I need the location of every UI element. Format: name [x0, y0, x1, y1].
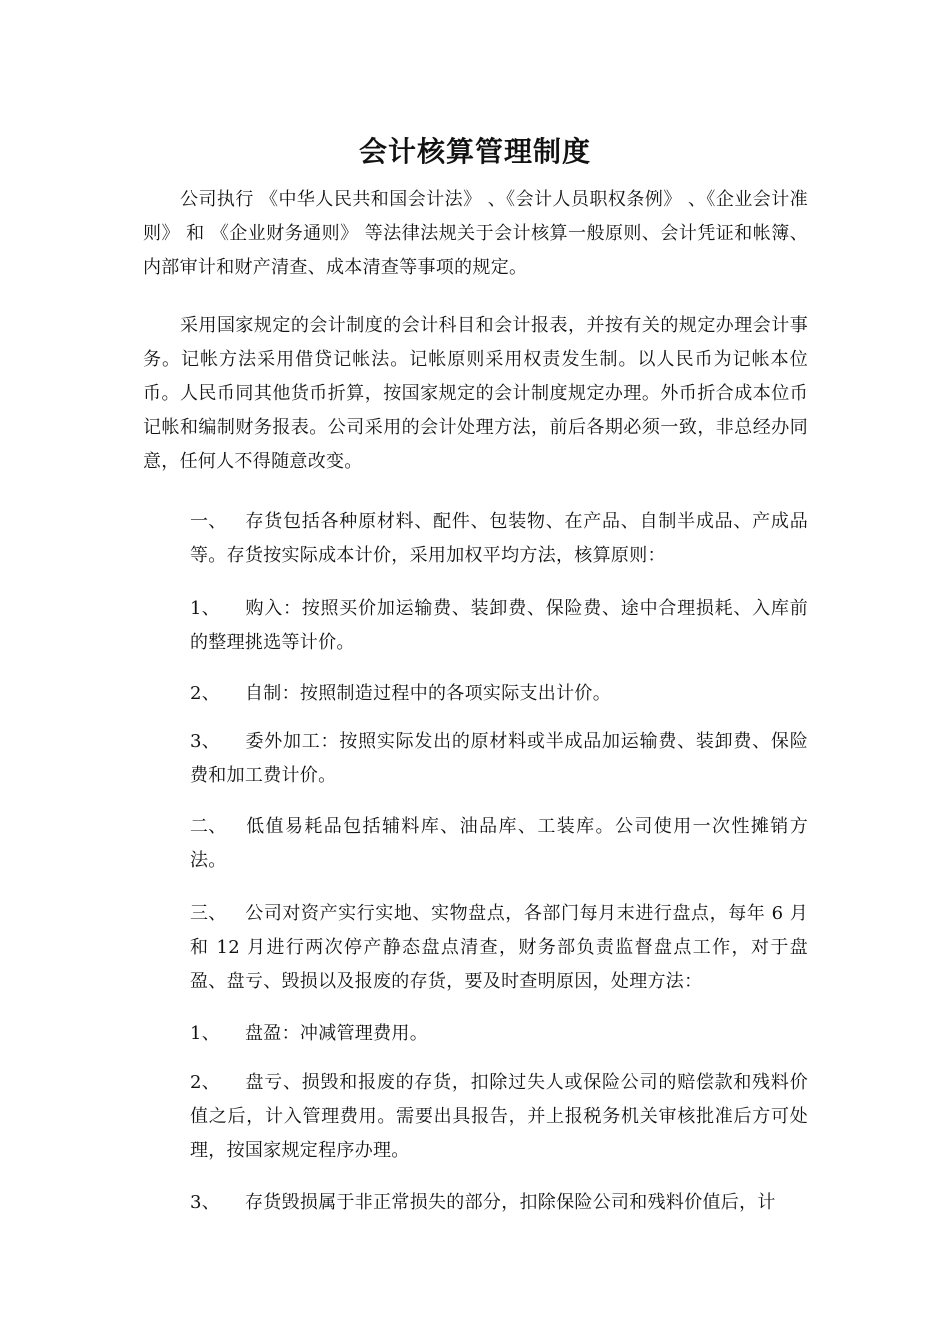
list-item	[190, 897, 808, 999]
item-number: 2、	[190, 683, 221, 704]
item-number: 3、	[190, 731, 221, 752]
paragraph-legal-basis: 公司执行 《中华人民共和国会计法》 、《会计人员职权条例》 、《企业会计准则》 和 《企业财务通则》 等法律法规关于会计核算一般原则、会计凭证和帐簿、内部审计和财产清查、成本清查等事项的规定。	[143, 189, 808, 278]
list-item	[190, 1017, 808, 1051]
list-item	[190, 592, 808, 660]
item-text: 存货包括各种原材料、配件、包装物、在产品、自制半成品、产成品等。存货按实际成本计价，采用加权平均方法，核算原则：	[190, 511, 808, 566]
list-item	[190, 810, 808, 878]
item-text: 低值易耗品包括辅料库、油品库、工装库。公司使用一次性摊销方法。	[190, 816, 808, 871]
item-number: 二、	[190, 816, 227, 837]
item-number: 1、	[190, 598, 221, 619]
item-text: 盘盈：冲减管理费用。	[245, 1023, 428, 1044]
item-number: 三、	[190, 903, 227, 924]
list-item	[190, 677, 808, 711]
document-title: 会计核算管理制度	[358, 135, 591, 168]
item-text: 自制：按照制造过程中的各项实际支出计价。	[245, 683, 611, 704]
list-item	[190, 1066, 808, 1168]
item-text: 公司对资产实行实地、实物盘点，各部门每月末进行盘点，每年 6 月和 12 月进行两次停产静态盘点清查，财务部负责监督盘点工作，对于盘盈、盘亏、毁损以及报废的存货，要及时查明原因，处理方法：	[190, 903, 808, 992]
item-text: 购入：按照买价加运输费、装卸费、保险费、途中合理损耗、入库前的整理挑选等计价。	[190, 598, 808, 653]
item-text: 委外加工：按照实际发出的原材料或半成品加运输费、装卸费、保险费和加工费计价。	[190, 731, 808, 786]
item-text: 盘亏、损毁和报废的存货，扣除过失人或保险公司的赔偿款和残料价值之后，计入管理费用。需要出具报告，并上报税务机关审核批准后方可处理，按国家规定程序办理。	[190, 1072, 808, 1161]
item-number: 2、	[190, 1072, 221, 1093]
item-number: 一、	[190, 511, 227, 532]
list-item	[190, 725, 808, 793]
paragraph-accounting-methods: 采用国家规定的会计制度的会计科目和会计报表，并按有关的规定办理会计事务。记帐方法采用借贷记帐法。记帐原则采用权责发生制。以人民币为记帐本位币。人民币同其他货币折算，按国家规定的会计制度规定办理。外币折合成本位币记帐和编制财务报表。公司采用的会计处理方法，前后各期必须一致，非总经办同意，任何人不得随意改变。	[143, 315, 808, 472]
item-text: 存货毁损属于非正常损失的部分，扣除保险公司和残料价值后，计	[245, 1192, 776, 1213]
list-item	[190, 1186, 808, 1220]
list-item	[190, 505, 808, 573]
item-number: 3、	[190, 1192, 221, 1213]
item-number: 1、	[190, 1023, 221, 1044]
